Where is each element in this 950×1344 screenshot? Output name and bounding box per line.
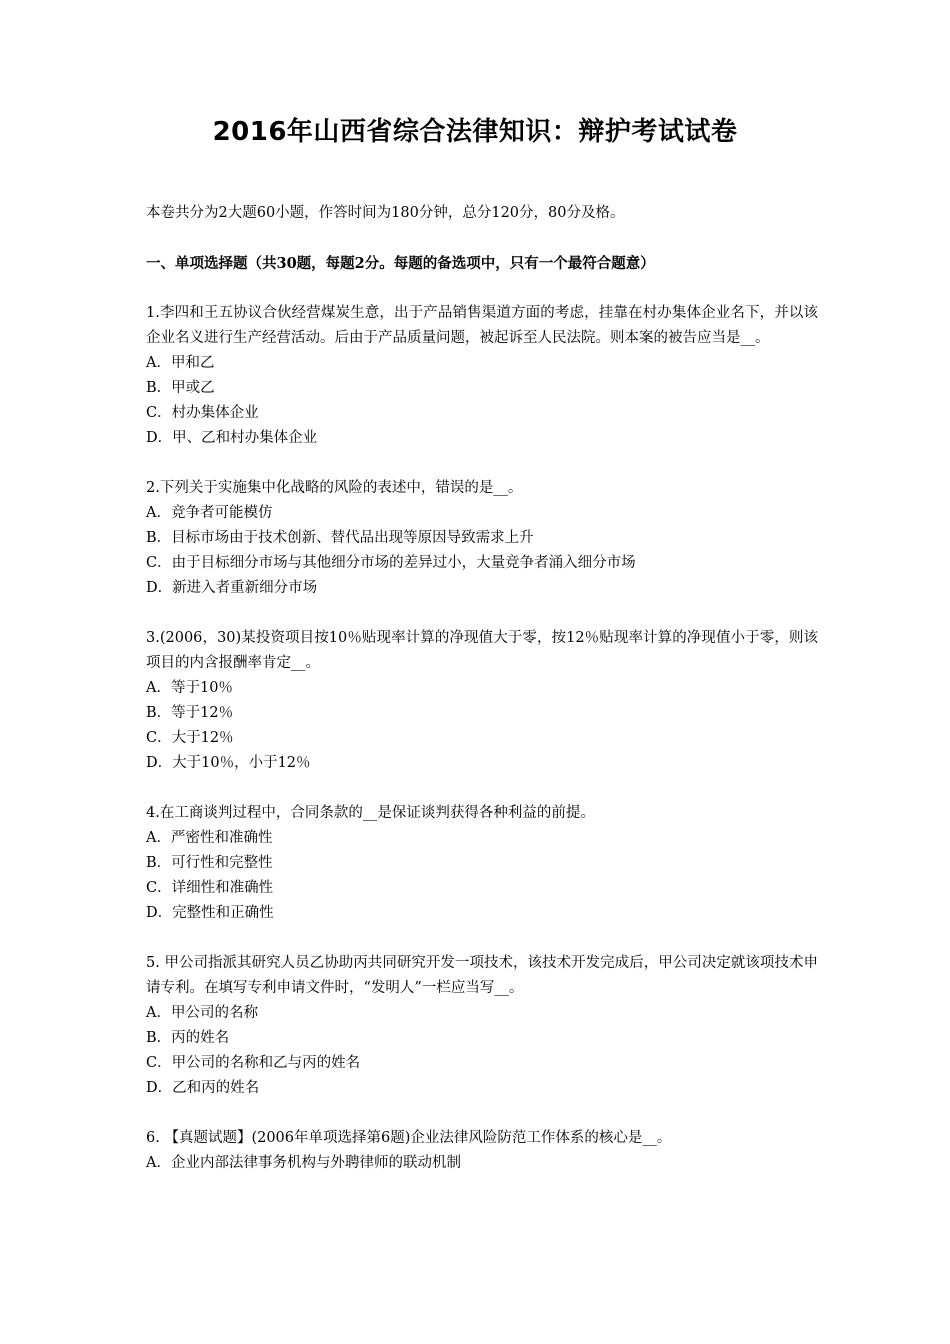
question-text: 3.(2006，30)某投资项目按10％贴现率计算的净现值大于零，按12％贴现率计算的净现值小于零，则该项目的内含报酬率肯定__。 xyxy=(146,630,818,671)
question-2 xyxy=(146,476,818,601)
option-c: C．详细性和准确性 xyxy=(146,880,274,896)
option-b: B．目标市场由于技术创新、替代品出现等原因导致需求上升 xyxy=(146,530,534,546)
option-b: B．可行性和完整性 xyxy=(146,855,273,871)
question-4 xyxy=(146,801,818,926)
page-title: 2016年山西省综合法律知识：辩护考试试卷 xyxy=(212,117,738,147)
option-a: A．甲公司的名称 xyxy=(146,1005,258,1021)
option-d: D．乙和丙的姓名 xyxy=(146,1080,260,1096)
option-b: B．等于12％ xyxy=(146,705,234,721)
question-list xyxy=(146,301,818,1201)
option-d: D．大于10％，小于12％ xyxy=(146,755,311,771)
option-a: A．严密性和准确性 xyxy=(146,830,273,846)
question-text: 6. 【真题试题】(2006年单项选择第6题)企业法律风险防范工作体系的核心是__。 xyxy=(146,1130,672,1146)
section-heading: 一、单项选择题（共30题，每题2分。每题的备选项中，只有一个最符合题意） xyxy=(146,255,655,272)
option-b: B．丙的姓名 xyxy=(146,1030,230,1046)
option-a: A．甲和乙 xyxy=(146,355,215,371)
option-b: B．甲或乙 xyxy=(146,380,215,396)
option-d: D．新进入者重新细分市场 xyxy=(146,580,318,596)
question-text: 5. 甲公司指派其研究人员乙协助丙共同研究开发一项技术，该技术开发完成后，甲公司决定就该项技术申请专利。在填写专利申请文件时，“发明人”一栏应当写__。 xyxy=(146,955,818,996)
question-text: 1.李四和王五协议合伙经营煤炭生意，出于产品销售渠道方面的考虑，挂靠在村办集体企业名下，并以该企业名义进行生产经营活动。后由于产品质量问题，被起诉至人民法院。则本案的被告应当是__。 xyxy=(146,305,818,346)
question-text: 2.下列关于实施集中化战略的风险的表述中，错误的是__。 xyxy=(146,480,523,496)
option-a: A．企业内部法律事务机构与外聘律师的联动机制 xyxy=(146,1155,461,1171)
exam-intro: 本卷共分为2大题60小题，作答时间为180分钟，总分120分，80分及格。 xyxy=(146,205,625,221)
option-d: D．完整性和正确性 xyxy=(146,905,274,921)
question-6 xyxy=(146,1126,818,1176)
option-d: D．甲、乙和村办集体企业 xyxy=(146,430,318,446)
question-5 xyxy=(146,951,818,1101)
question-text: 4.在工商谈判过程中，合同条款的__是保证谈判获得各种利益的前提。 xyxy=(146,805,595,821)
option-c: C．甲公司的名称和乙与丙的姓名 xyxy=(146,1055,361,1071)
question-1 xyxy=(146,301,818,451)
option-a: A．竞争者可能模仿 xyxy=(146,505,273,521)
question-3 xyxy=(146,626,818,776)
option-c: C．由于目标细分市场与其他细分市场的差异过小，大量竞争者涌入细分市场 xyxy=(146,555,636,571)
option-c: C．大于12％ xyxy=(146,730,234,746)
option-a: A．等于10％ xyxy=(146,680,233,696)
option-c: C．村办集体企业 xyxy=(146,405,259,421)
